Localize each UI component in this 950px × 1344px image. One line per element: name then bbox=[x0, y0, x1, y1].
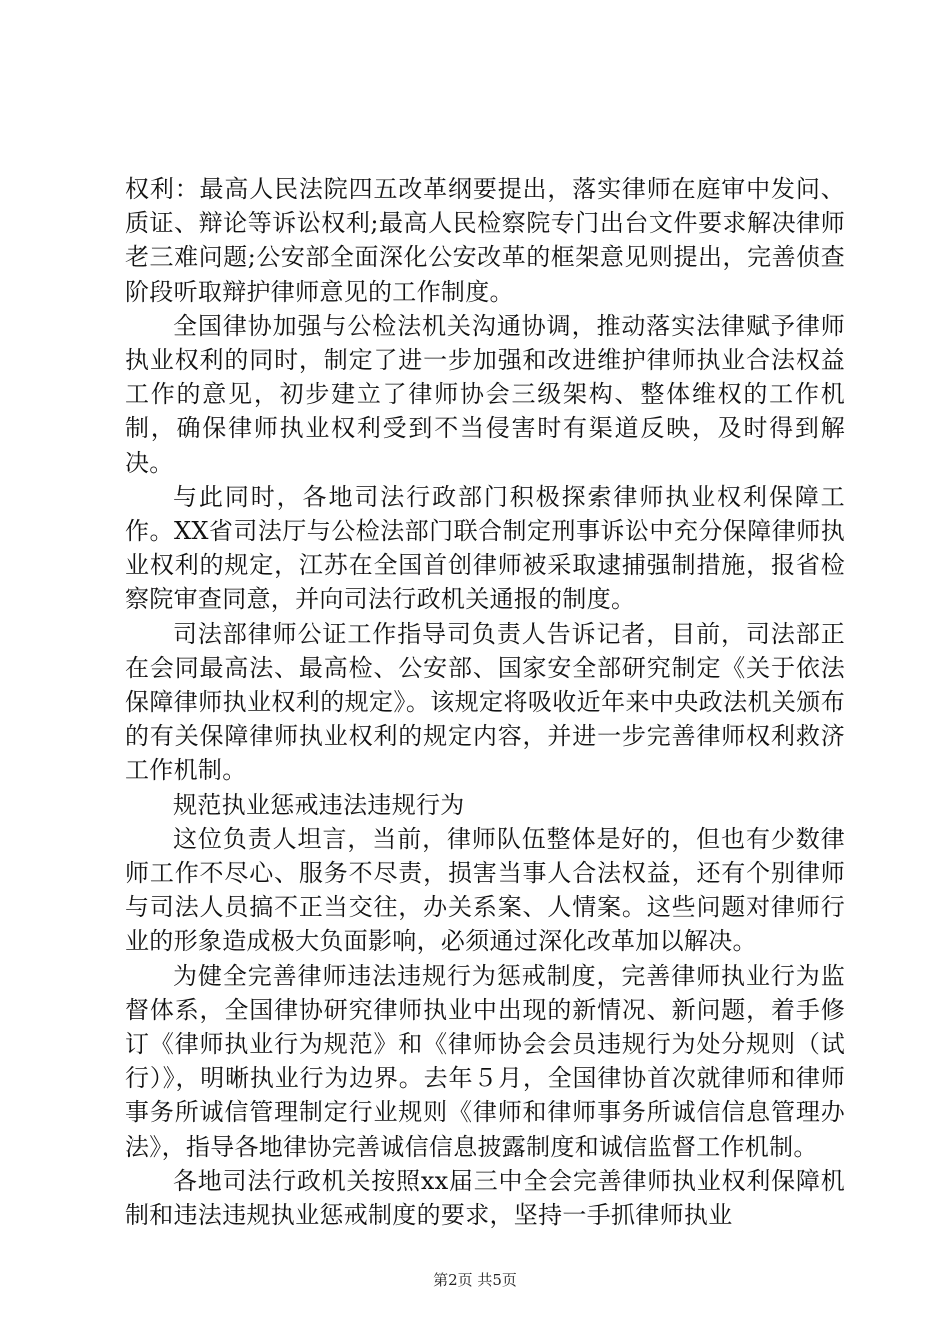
paragraph-local-authorities: 各地司法行政机关按照xx届三中全会完善律师执业权利保障机制和违法违规执业惩戒制度的要求，坚持一手抓律师执业 bbox=[125, 1166, 845, 1230]
paragraph-ministry-of-justice: 司法部律师公证工作指导司负责人告诉记者，目前，司法部正在会同最高法、最高检、公安部、国家安全部研究制定《关于依法保障律师执业权利的规定》。该规定将吸收近年来中央政法机关颁布的有关保障律师执业权利的规定内容，并进一步完善律师权利救济工作机制。 bbox=[125, 619, 845, 785]
paragraph-local-justice-departments: 与此同时，各地司法行政部门积极探索律师执业权利保障工作。XX省司法厅与公检法部门联合制定刑事诉讼中充分保障律师执业权利的规定，江苏在全国首创律师被采取逮捕强制措施，报省检察院审查同意，并向司法行政机关通报的制度。 bbox=[125, 482, 845, 614]
paragraph-candid-remarks: 这位负责人坦言，当前，律师队伍整体是好的，但也有少数律师工作不尽心、服务不尽责，损害当事人合法权益，还有个别律师与司法人员搞不正当交往，办关系案、人情案。这些问题对律师行业的形象造成极大负面影响，必须通过深化改革加以解决。 bbox=[125, 824, 845, 956]
document-body bbox=[125, 172, 845, 1232]
paragraph-lawyers-association: 全国律协加强与公检法机关沟通协调，推动落实法律赋予律师执业权利的同时，制定了进一步加强和改进维护律师执业合法权益工作的意见，初步建立了律师协会三级架构、整体维权的工作机制，确保律师执业权利受到不当侵害时有渠道反映，及时得到解决。 bbox=[125, 311, 845, 477]
page-number-footer: 第2页 共5页 bbox=[433, 1271, 517, 1289]
paragraph-discipline-system: 为健全完善律师违法违规行为惩戒制度，完善律师执业行为监督体系，全国律协研究律师执业中出现的新情况、新问题，着手修订《律师执业行为规范》和《律师协会会员违规行为处分规则（试行）》，明晰执业行为边界。去年５月，全国律协首次就律师和律师事务所诚信管理制定行业规则《律师和律师事务所诚信信息管理办法》，指导各地律协完善诚信信息披露制度和诚信监督工作机制。 bbox=[125, 961, 845, 1161]
paragraph-continuation: 权利：最高人民法院四五改革纲要提出，落实律师在庭审中发问、质证、辩论等诉讼权利;最高人民检察院专门出台文件要求解决律师老三难问题;公安部全面深化公安改革的框架意见则提出，完善侦查阶段听取辩护律师意见的工作制度。 bbox=[125, 175, 845, 306]
section-heading: 规范执业惩戒违法违规行为 bbox=[173, 790, 465, 819]
